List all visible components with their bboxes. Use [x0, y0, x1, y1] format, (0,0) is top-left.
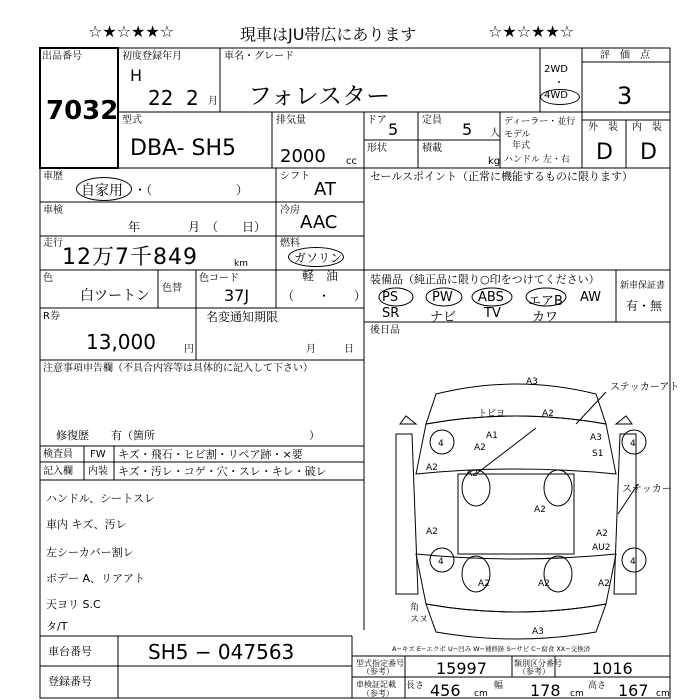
drive-dot: ・ [554, 78, 564, 89]
fuel-label: 燃料 [280, 238, 300, 249]
svg-text:AU2: AU2 [592, 543, 611, 553]
interior-label: 内 装 [632, 122, 662, 133]
equip-navi: ナビ [430, 310, 457, 325]
lot-label: 出品番号 [42, 51, 82, 62]
svg-text:A2: A2 [426, 463, 438, 473]
warranty-value: 有・無 [626, 299, 663, 313]
grade-value: 3 [617, 82, 633, 110]
equipment-circles [364, 284, 614, 324]
shift-value: AT [314, 179, 336, 200]
svg-text:A3: A3 [532, 627, 544, 637]
designation-label2: （参考） [362, 667, 394, 676]
dimensions-label2: （参考） [362, 689, 394, 698]
equip-sr: SR [382, 306, 400, 321]
capacity-label: 定員 [422, 115, 442, 126]
displacement-unit: cc [346, 156, 357, 167]
drive-4wd: 4WD [544, 90, 568, 101]
doors-label: ドア [367, 115, 387, 126]
model-value: DBA- SH5 [130, 136, 237, 161]
svg-text:A2: A2 [426, 527, 438, 537]
exterior-value: D [596, 140, 613, 165]
length-value: 456 [430, 681, 461, 700]
color-code-label: 色コード [199, 273, 239, 284]
aircon-value: AAC [300, 212, 338, 233]
inspector-fw: FW [90, 449, 106, 460]
diagram-annotation-sticker: ステッカー [622, 484, 672, 495]
doors-value: 5 [388, 120, 399, 139]
handwritten-note: ハンドル、シートスレ [46, 492, 156, 505]
designation-label1: 型式指定番号 [356, 659, 404, 668]
inspector-inner-text: キズ・汚レ・コゲ・穴・スレ・キレ・破レ [118, 465, 327, 478]
grade-label: 評 価 点 [600, 50, 650, 61]
header-title: 現車はJU帯広にあります [240, 25, 417, 44]
mileage-unit: km [234, 259, 248, 269]
length-unit: cm [474, 689, 488, 699]
equip-leather: カワ [532, 310, 559, 325]
notes-label: 注意事項申告欄（不具合内容等は具体的に記入して下さい） [43, 363, 313, 374]
color-code-value: 37J [224, 286, 250, 305]
width-value: 178 [530, 681, 561, 700]
name-change-label: 名変通知期限 [206, 310, 279, 324]
class-label2: （参考） [518, 667, 550, 676]
header-stars-left: ☆★☆★★☆ [88, 22, 175, 41]
capacity-unit: 人 [490, 128, 500, 139]
car-damage-diagram [366, 364, 670, 650]
model-label: 型式 [122, 115, 142, 126]
svg-text:スヌ: スヌ [410, 615, 429, 625]
inspection-day: （ 日） [206, 220, 267, 234]
inspection-year-unit: 年 [128, 220, 141, 234]
diagram-annotation-sticker-mark: ステッカーアト [610, 382, 680, 393]
car-name-label: 車名・グレード [224, 51, 294, 62]
name-change-month: 月 [306, 344, 316, 355]
mileage-label: 走行 [43, 238, 63, 249]
height-value: 167 [618, 681, 649, 700]
history-label: 車歴 [43, 171, 63, 182]
height-unit: cm [656, 689, 670, 699]
inspector-fw-text: キズ・飛石・ヒビ割・リペア跡・×要 [118, 448, 303, 461]
svg-text:A2: A2 [478, 579, 490, 589]
svg-text:A2: A2 [538, 579, 550, 589]
shift-label: シフト [280, 171, 310, 182]
width-unit: cm [570, 689, 584, 699]
drive-2wd: 2WD [544, 64, 568, 75]
equip-abs: ABS [478, 290, 504, 305]
svg-text:A2: A2 [474, 443, 486, 453]
recycle-value: 13,000 [86, 330, 156, 354]
handwritten-note: 左シーカバー割レ [46, 546, 134, 559]
fuel-diesel: 軽 油 [302, 269, 339, 283]
reg-number-label: 登録番号 [48, 675, 92, 688]
notes-repair: 修復歴 有（箇所 ） [56, 429, 320, 442]
svg-text:4: 4 [630, 557, 636, 567]
car-name-value: フォレスター [248, 82, 391, 110]
chassis-label: 車台番号 [48, 645, 92, 658]
equip-ps: PS [382, 290, 399, 305]
shape-label: 形状 [367, 143, 387, 154]
length-label: 長さ [406, 681, 425, 691]
equipment-label: 装備品（純正品に限り○印をつけてください） [370, 273, 600, 286]
svg-text:A2: A2 [466, 469, 478, 479]
svg-text:A3: A3 [590, 433, 602, 443]
svg-text:4: 4 [630, 439, 636, 449]
chassis-value: SH5 − 047563 [148, 640, 295, 664]
dealer-label: ディーラー・並行 [504, 117, 576, 127]
inspection-month-unit: 月 [188, 220, 201, 234]
mileage-value: 12万7千849 [62, 245, 198, 270]
class-label1: 類別区分番号 [514, 659, 562, 668]
color-change-label: 色替 [162, 283, 182, 294]
history-value: 自家用 [81, 183, 123, 199]
fuel-gasoline: ガソリン [294, 251, 343, 265]
svg-text:S1: S1 [592, 449, 604, 459]
equip-tv: TV [484, 306, 501, 321]
history-rest: ・（ ） [134, 183, 249, 197]
equip-aw: AW [580, 290, 602, 305]
warranty-label: 新車保証書 [620, 281, 666, 291]
inspector-inner: 内装 [88, 466, 108, 477]
inspector-label1: 検査員 [43, 449, 73, 460]
displacement-label: 排気量 [276, 115, 306, 126]
svg-text:A2: A2 [542, 409, 554, 419]
dimensions-label1: 車検証記載 [356, 680, 396, 689]
model-year-label1: モデル [504, 130, 531, 140]
displacement-value: 2000 [280, 146, 326, 167]
inspection-label: 車検 [43, 205, 63, 216]
width-label: 幅 [494, 681, 504, 691]
registration-month-unit: 月 [208, 96, 218, 107]
handwritten-note: 天ヨリ S.C [46, 598, 101, 611]
svg-text:A2: A2 [598, 579, 610, 589]
aircon-label: 冷房 [280, 205, 300, 216]
interior-value: D [640, 140, 657, 165]
exterior-label: 外 装 [588, 122, 618, 133]
registration-year: 22 [148, 86, 174, 110]
svg-text:A2: A2 [596, 529, 608, 539]
recycle-unit: 円 [184, 344, 194, 355]
designation-value: 15997 [436, 659, 487, 678]
load-unit: kg [488, 156, 501, 167]
handwritten-note: タ/T [46, 620, 68, 633]
color-label: 色 [43, 273, 53, 284]
equip-pw: PW [432, 290, 453, 305]
seat-row-label: 後日品 [370, 325, 400, 336]
svg-text:A3: A3 [526, 377, 538, 387]
handwritten-notes [46, 488, 346, 633]
svg-text:4: 4 [438, 557, 444, 567]
class-value: 1016 [592, 659, 633, 678]
registration-month: 2 [186, 86, 199, 110]
fuel-other: （ ・ ） [282, 289, 367, 303]
handwritten-note: 車内 キズ、汚レ [46, 518, 127, 531]
model-year-label2: 年式 [512, 141, 531, 151]
recycle-label: R券 [43, 311, 60, 322]
load-label: 積載 [422, 143, 442, 154]
color-value: 白ツートン [80, 288, 150, 304]
svg-text:角: 角 [410, 603, 420, 613]
svg-text:A1: A1 [486, 431, 498, 441]
header-stars-right: ☆★☆★★☆ [488, 22, 575, 41]
name-change-day: 日 [344, 344, 354, 355]
capacity-value: 5 [462, 120, 473, 139]
sales-point-label: セールスポイント（正常に機能するものに限ります） [370, 170, 634, 183]
equip-airbag: エアB [528, 294, 563, 309]
svg-text:4: 4 [438, 439, 444, 449]
registration-era: H [130, 66, 143, 85]
height-label: 高さ [588, 681, 607, 691]
lot-number: 7032 [46, 96, 119, 126]
svg-text:トビヨ: トビヨ [478, 409, 506, 419]
diagram-legend: A−キズ E−エクボ U−凹み W−補修跡 S−サビ C−腐食 XX−交換済 [392, 645, 591, 653]
registration-label: 初度登録年月 [122, 51, 182, 62]
svg-text:A2: A2 [534, 505, 546, 515]
handwritten-note: ボデー A、リアアト [46, 572, 146, 585]
handle-label: ハンドル 左・右 [504, 155, 570, 165]
inspector-label2: 記入欄 [43, 466, 73, 477]
